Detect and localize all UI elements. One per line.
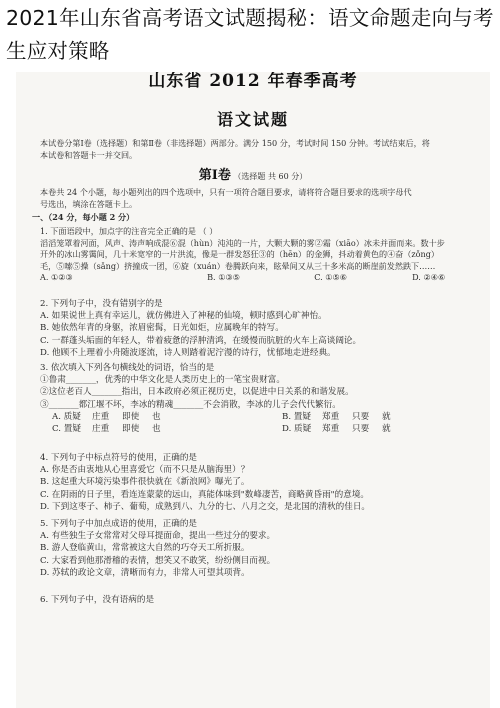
section-instruction-line: 本卷共 24 个小题，每小题列出的四个选项中，只有一项符合题目要求，请将符合题目要求的选项字母代 (40, 187, 412, 197)
question-6 (40, 594, 490, 606)
option-word: 庄重 (92, 411, 110, 422)
question-line: C. 一群蓬头垢面的年轻人，带着疲惫的浮肿清鸿，在缓慢而肮脏的火车上高谈阔论。 (40, 335, 362, 346)
options-row (40, 272, 490, 284)
question-5 (40, 518, 490, 579)
question-line: B. 她依然年青的身躯，浓眉密髯，日光如炬，应属晚年的特写。 (40, 323, 284, 334)
options-row (40, 423, 490, 435)
question-line: B. 这起重大环境污染事件很快就在《新浪网》曝光了。 (40, 477, 250, 488)
instruction-line: 本试卷和答题卡一并交回。 (40, 149, 138, 160)
question-line: 6. 下列句子中，没有语病的是 (40, 595, 155, 605)
option-word: 就 (382, 424, 391, 435)
exam-title: 山东省 2012 年春季高考 (148, 72, 358, 91)
instruction-line: 本试卷分第Ⅰ卷（选择题）和第Ⅱ卷（非选择题）两部分。满分 150 分，考试时间 150 分钟。考试结束后，将 (40, 138, 430, 148)
part-heading: 一、（24 分，每小题 2 分） (32, 212, 135, 222)
option: B. ①③⑤ (207, 272, 240, 283)
option-word: 郑重 (322, 411, 340, 422)
section-note: （选择题 共 60 分） (233, 172, 308, 181)
scanned-exam-page (16, 72, 490, 708)
question-line: B. 游人登临黄山，常常被这大自然的巧夺天工所折服。 (40, 543, 250, 554)
question-3 (40, 362, 490, 435)
question-line: 开外的冰山雾霭间，几十米宽窄的一片洪流，像是一群发怒狂③的（hēn）的金狮，抖动着黄色的④奋（zǒng） (40, 249, 439, 260)
section-title: 第Ⅰ卷 (198, 168, 231, 183)
article-title: 2021年山东省高考语文试题揭秘：语文命题走向与考生应对策略 (6, 6, 494, 63)
question-line: 滔滔笼罩着河面，风声、涛声响成混⑥混（hùn）沌沌的一片，大颗大颗的雾②霜（xiāo）冰未并面而来。数十步 (40, 237, 445, 248)
question-line: C. 在阴雨的日子里，看连连蒙蒙的远山，真能体味到"数峰凄苦，商略黄昏雨"的意境。 (40, 489, 370, 500)
option-word: 就 (382, 411, 391, 422)
option-word: 庄重 (92, 424, 110, 435)
option-word: 只要 (352, 411, 370, 422)
option: B. 置疑 (282, 411, 311, 422)
exam-instructions (40, 138, 486, 161)
question-line: ③_______都江堰不坏，李冰的精魂_______不会消散，李冰的儿子会代代繁衍。 (40, 399, 341, 410)
section-heading (16, 170, 490, 183)
question-line: A. 有些独生子女常常对父母耳提面命，提出一些过分的要求。 (40, 531, 276, 542)
option: D. 质疑 (282, 424, 312, 435)
question-1 (40, 226, 490, 284)
option: C. ①⑤⑥ (314, 272, 348, 283)
exam-subtitle: 语文试题 (216, 110, 289, 129)
question-line: ②这位老百人_______指出，日本政府必须正视历史，以促进中日关系的和谐发展。 (40, 387, 354, 398)
question-line: ①鲁肃_______，优秀的中华文化是人类历史上的一笔宝贵财富。 (40, 375, 285, 386)
question-line: D. 下到这枣子、柿子、葡萄，成熟到八、九分的七、八月之交，是北国的清秋的佳日。 (40, 501, 371, 512)
question-line: 5. 下列句子中加点成语的使用，正确的是 (40, 519, 198, 529)
option-word: 也 (152, 424, 161, 435)
question-line: C. 大家看到他那滑稽的表情，想笑又不敢笑，纷纷侧目而视。 (40, 555, 276, 566)
option-word: 郑重 (322, 424, 340, 435)
option-word: 只要 (352, 424, 370, 435)
options-row (40, 411, 490, 423)
option: C. 置疑 (52, 424, 81, 435)
section-instruction-line: 号选出，填涂在答题卡上。 (40, 198, 138, 209)
question-line: 3. 依次填入下列各句横线处的词语，恰当的是 (40, 363, 215, 373)
option: A. 质疑 (52, 411, 81, 422)
option-word: 即使 (122, 424, 140, 435)
option-word: 也 (152, 411, 161, 422)
question-line: A. 你是否由衷地从心里喜爱它（而不只是从脑海里）？ (40, 465, 250, 476)
question-line: 毛，⑤嗦⑤操（sǎng）挤撞成一团，⑥旋（xuán）卷腾跃向来，眩晕间又从三十多米高的断崖前发然跌下…… (40, 260, 436, 271)
question-line: 4. 下列句子中标点符号的使用，正确的是 (40, 453, 198, 463)
question-line: 2. 下列句子中，没有错别字的是 (40, 299, 163, 309)
question-4 (40, 452, 490, 513)
question-line: A. 如果说世上真有幸运儿，就仿佛进入了神秘的仙境，顿时感到心旷神怡。 (40, 311, 327, 322)
option-word: 即使 (122, 411, 140, 422)
option: D. ②④⑥ (412, 272, 446, 283)
option: A. ①②③ (40, 272, 73, 283)
section-instructions (40, 187, 486, 210)
question-line: D. 他顾不上理着小舟随波逐流，诗人则踏着泥泞漫的诗行，忧郁地走进经典。 (40, 347, 336, 358)
question-2 (40, 298, 490, 359)
question-line: 1. 下面语段中，加点字的注音完全正确的是 （ ） (40, 226, 218, 236)
question-line: D. 苏轼的政论文章，清晰而有力，非常人可望其项背。 (40, 567, 250, 578)
